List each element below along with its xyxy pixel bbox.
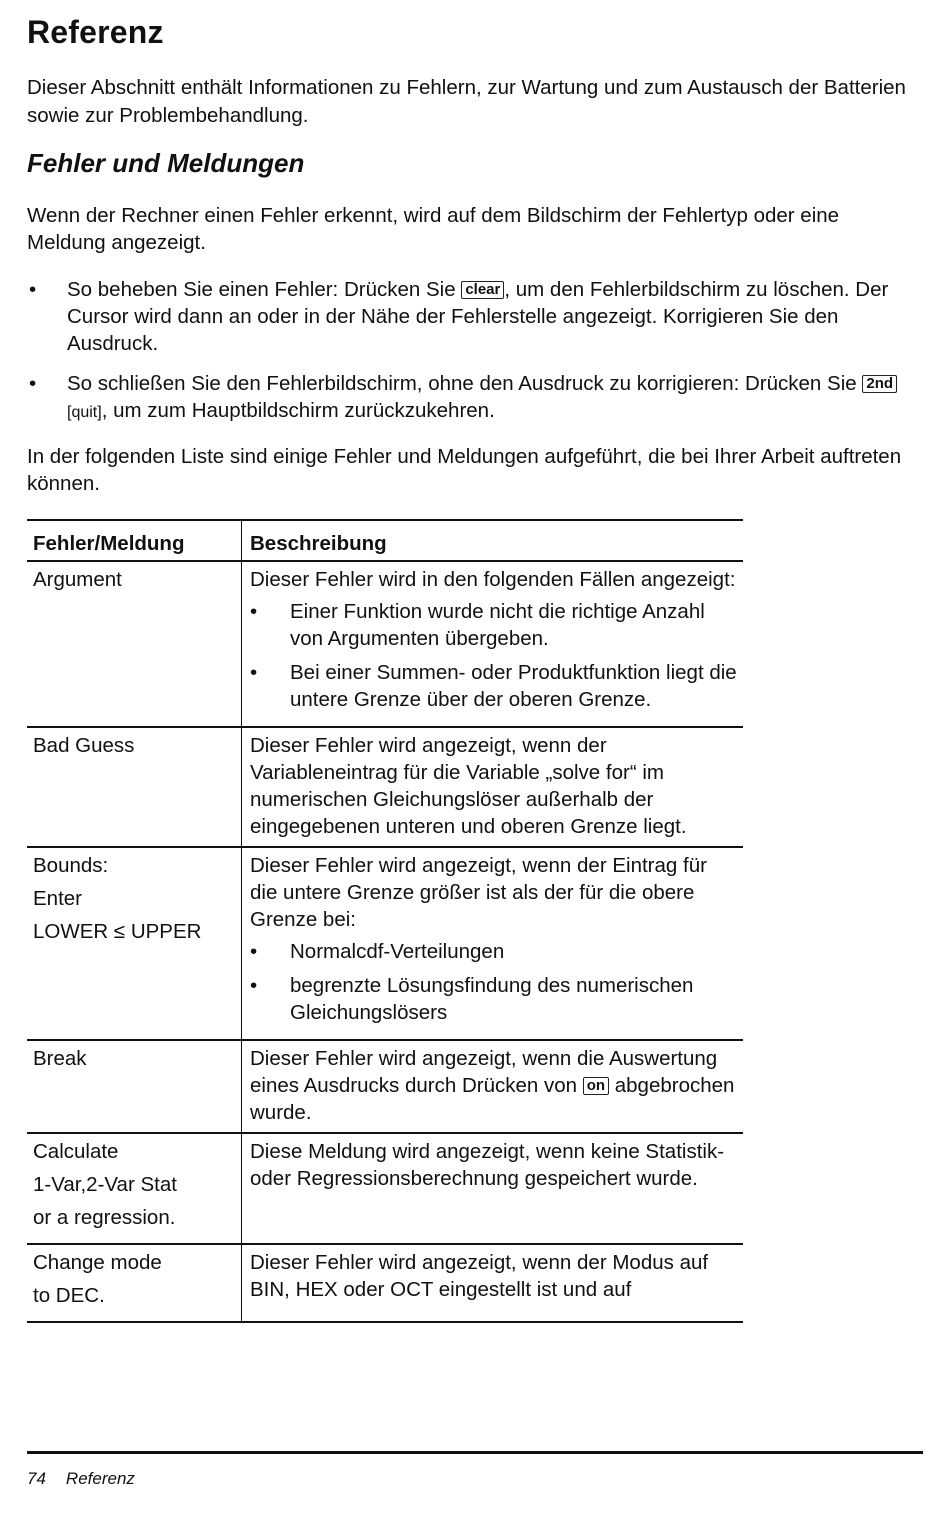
table-header-row <box>27 520 743 561</box>
description-text: Dieser Fehler wird angezeigt, wenn der Eintrag für die untere Grenze größer ist als der für die obere Grenze bei: <box>250 854 707 931</box>
error-name: Break <box>27 1040 242 1133</box>
error-description <box>242 847 744 1040</box>
description-list <box>250 938 737 1026</box>
table-row <box>27 1133 743 1244</box>
second-key-icon: 2nd <box>862 375 897 393</box>
error-description: Diese Meldung wird angezeigt, wenn keine Statistik- oder Regressionsberechnung gespeichert wurde. <box>250 1140 725 1190</box>
page-footer <box>27 1469 135 1489</box>
list-item <box>250 598 737 652</box>
clear-key-icon: clear <box>461 281 504 299</box>
list-item-text: Normalcdf-Verteilungen <box>290 940 505 963</box>
table-row <box>27 1244 743 1322</box>
table-row <box>27 727 743 847</box>
bullet-marker: • <box>29 278 37 301</box>
instruction-item <box>27 276 917 357</box>
description-list <box>250 598 737 713</box>
instruction-list <box>27 276 917 439</box>
page-number: 74 <box>27 1469 46 1488</box>
section-title: Fehler und Meldungen <box>27 148 305 178</box>
error-name-line: Calculate <box>33 1140 119 1163</box>
list-item <box>250 972 737 1026</box>
list-item <box>250 938 737 965</box>
description-text: Dieser Fehler wird in den folgenden Fällen angezeigt: <box>250 568 736 591</box>
table-row <box>27 561 743 727</box>
bullet-marker: • <box>29 372 37 395</box>
error-name-line: Bounds: <box>33 854 109 877</box>
instruction-text: So beheben Sie einen Fehler: Drücken Sie <box>67 278 462 301</box>
error-name-line: Enter <box>33 887 82 910</box>
instruction-text: So schließen Sie den Fehlerbildschirm, ohne den Ausdruck zu korrigieren: Drücken Sie <box>67 372 863 395</box>
error-description <box>242 1040 744 1133</box>
list-intro: In der folgenden Liste sind einige Fehler und Meldungen aufgeführt, die bei Ihrer Arbeit auftreten können. <box>27 445 902 495</box>
error-name: Bad Guess <box>27 727 242 847</box>
error-name-line: LOWER ≤ UPPER <box>33 920 202 943</box>
instruction-text: , um zum Hauptbildschirm zurückzukehren. <box>101 399 495 422</box>
table-row <box>27 1040 743 1133</box>
quit-function-label: quit <box>71 404 98 421</box>
error-name-line: or a regression. <box>33 1206 176 1229</box>
quit-function-icon: [quit] <box>67 404 102 421</box>
instruction-item <box>27 370 917 426</box>
list-item-text: Bei einer Summen- oder Produktfunktion liegt die untere Grenze über der oberen Grenze. <box>290 661 737 711</box>
error-description: Dieser Fehler wird angezeigt, wenn der Modus auf BIN, HEX oder OCT eingestellt ist und auf <box>250 1251 709 1301</box>
footer-divider <box>27 1451 923 1454</box>
bullet-marker: • <box>250 974 258 997</box>
list-item-text: begrenzte Lösungsfindung des numerischen Gleichungslösers <box>290 974 694 1024</box>
error-table <box>27 519 743 1323</box>
footer-label: Referenz <box>65 1469 135 1488</box>
error-name-line: 1-Var,2-Var Stat <box>33 1173 177 1196</box>
intro-paragraph: Dieser Abschnitt enthält Informationen zu Fehlern, zur Wartung und zum Austausch der Batterien sowie zur Problembehandlung. <box>27 76 906 127</box>
error-name-line: to DEC. <box>33 1284 105 1307</box>
error-name <box>27 1244 242 1322</box>
page-title: Referenz <box>27 14 164 50</box>
instruction-text: , um den Fehlerbildschirm zu löschen. Der Cursor wird dann an oder in der Nähe der Fehlerstelle angezeigt. Korrigieren Sie den Ausdruck. <box>67 278 889 355</box>
bullet-marker: • <box>250 600 258 623</box>
bullet-marker: • <box>250 940 258 963</box>
list-item-text: Einer Funktion wurde nicht die richtige Anzahl von Argumenten übergeben. <box>290 600 705 650</box>
error-name <box>27 1133 242 1244</box>
error-description: Dieser Fehler wird angezeigt, wenn der Variableneintrag für die Variable „solve for“ im numerischen Gleichungslöser außerhalb der eingegebenen unteren und oberen Grenze liegt. <box>250 734 687 838</box>
on-key-icon: on <box>583 1077 609 1095</box>
error-name: Argument <box>27 561 242 727</box>
column-header-description: Beschreibung <box>250 532 387 555</box>
table-row <box>27 847 743 1040</box>
error-description <box>242 561 744 727</box>
list-item <box>250 659 737 713</box>
error-name-line: Change mode <box>33 1251 162 1274</box>
error-name <box>27 847 242 1040</box>
description-text: abgebrochen wurde. <box>250 1074 735 1124</box>
description-text: Dieser Fehler wird angezeigt, wenn die Auswertung eines Ausdrucks durch Drücken von <box>250 1047 718 1097</box>
bullet-marker: • <box>250 661 258 684</box>
section-intro: Wenn der Rechner einen Fehler erkennt, wird auf dem Bildschirm der Fehlertyp oder eine Meldung angezeigt. <box>27 204 840 254</box>
column-header-error: Fehler/Meldung <box>27 520 242 561</box>
